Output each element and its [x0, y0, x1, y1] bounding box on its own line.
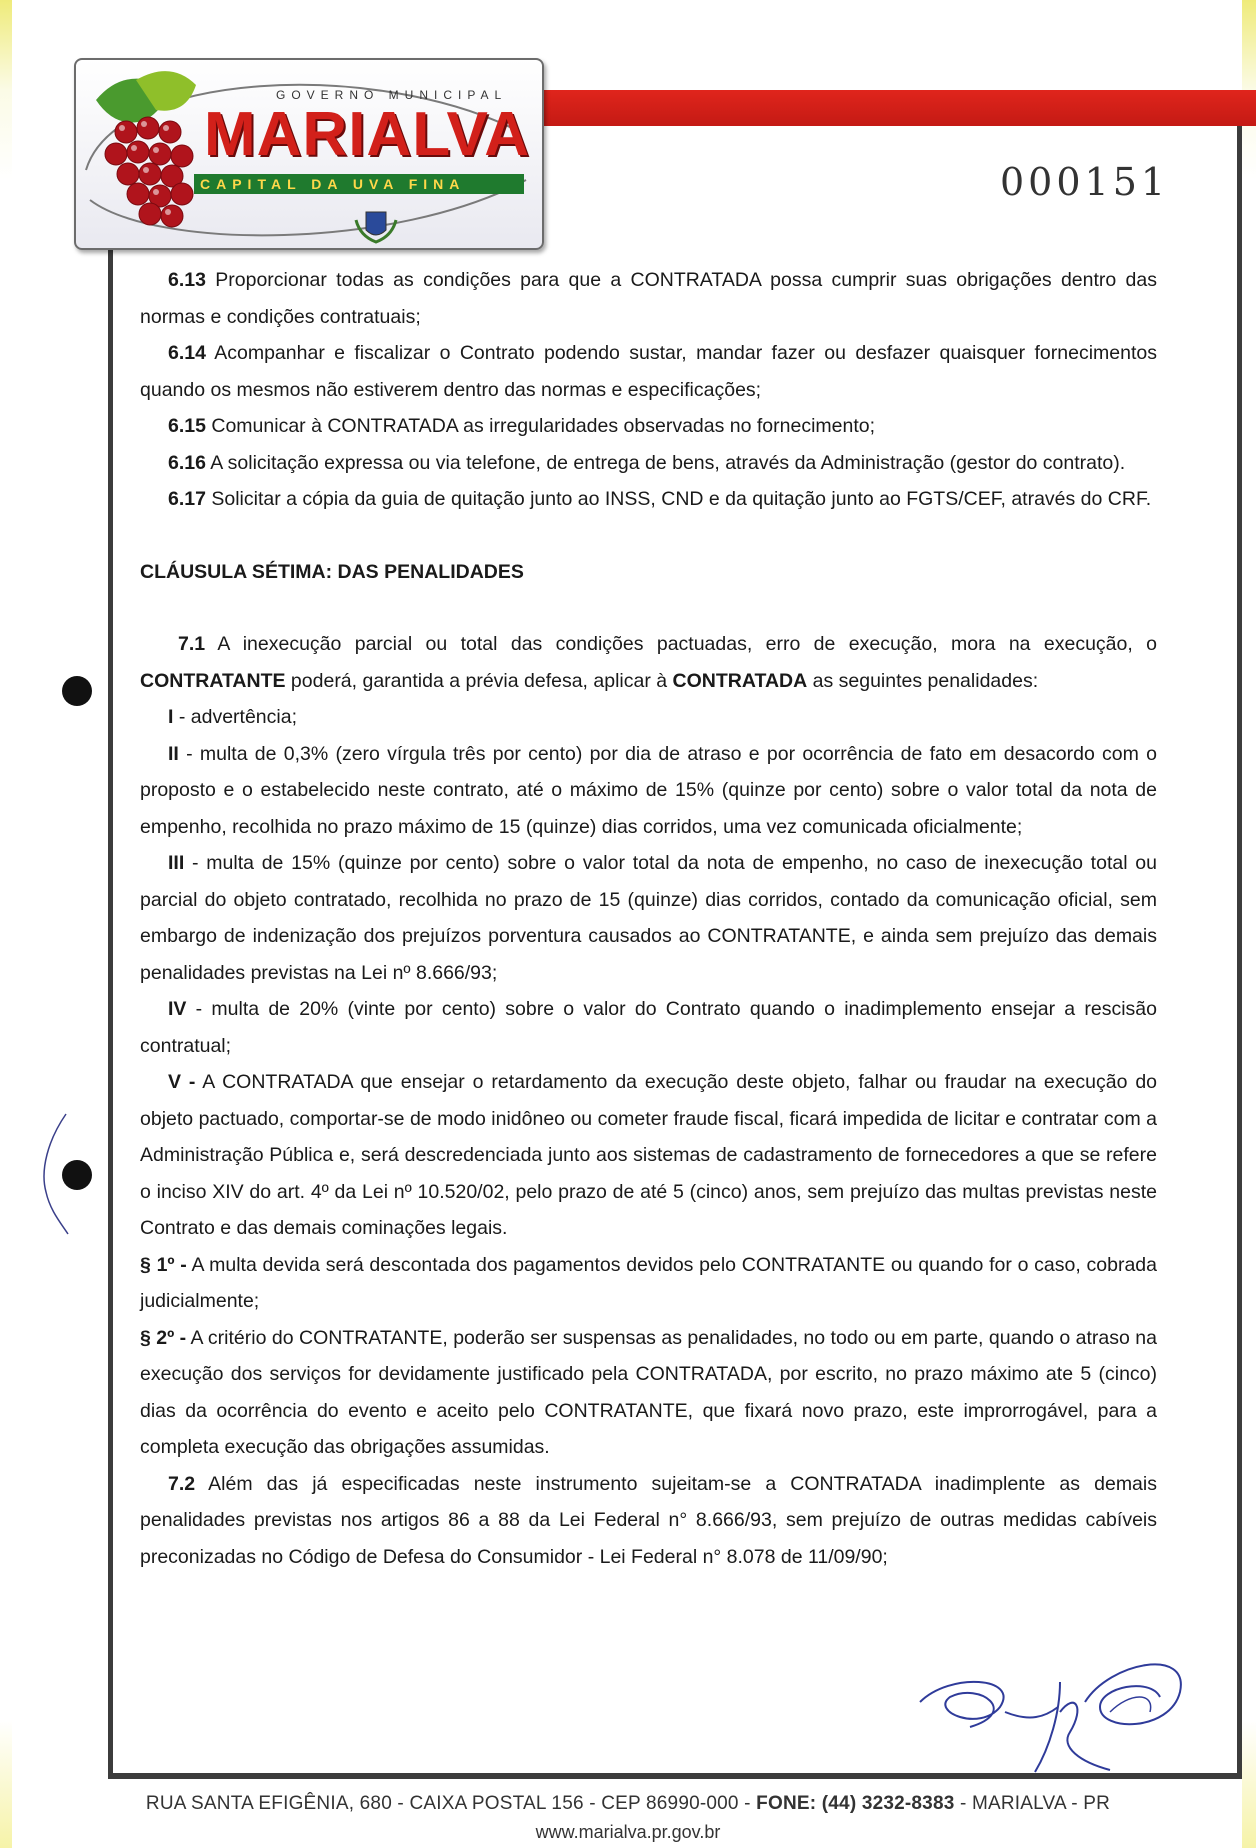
logo-city-name: MARIALVA — [204, 100, 530, 169]
penalty-item: V - A CONTRATADA que ensejar o retardamento da execução deste objeto, falhar ou fraudar na execução do objeto pactuado, comportar-se de modo inidôneo ou cometer fraude fiscal, ficará impedida de licitar e contratar com a Administração Pública e, será descredenciada junto aos sistemas de cadastramento de fornecedores a que se refere o inciso XIV do art. 4º da Lei nº 10.520/02, pelo prazo de até 5 (cinco) anos, sem prejuízo das multas previstas neste Contrato e das demais cominações legais. — [140, 1071, 1158, 1239]
penalty-item: IV - multa de 20% (vinte por cento) sobre o valor do Contrato quando o inadimplemento ensejar a rescisão contratual; — [140, 998, 1157, 1057]
item-6-15: 6.15 Comunicar à CONTRATADA as irregularidades observadas no fornecimento; — [168, 415, 876, 437]
clause-heading: CLÁUSULA SÉTIMA: DAS PENALIDADES — [140, 560, 524, 583]
punch-hole-top — [62, 676, 92, 706]
item-6-13: 6.13 Proporcionar todas as condições para que a CONTRATADA possa cumprir suas obrigações dentro das normas e condições contratuais; — [140, 269, 1157, 328]
penalty-item: I - advertência; — [168, 706, 297, 728]
frame-left-border — [108, 230, 113, 1778]
footer-address-line: RUA SANTA EFIGÊNIA, 680 - CAIXA POSTAL 156 - CEP 86990-000 - FONE: (44) 3232-8383 - MARIALVA - PR — [145, 1793, 1111, 1814]
paragraph-2: § 2º - A critério do CONTRATANTE, poderão ser suspensas as penalidades, no todo ou em parte, quando o atraso na execução dos serviços for devidamente justificado pela CONTRATADA, por escrito, no prazo máximo ate 5 (cinco) dias da ocorrência do evento e aceito pelo CONTRATANTE, que fixará novo prazo, este improrrogável, para a completa execução das obrigações assumidas. — [140, 1326, 1157, 1458]
frame-right-border — [1237, 126, 1242, 1778]
signature-mark — [910, 1652, 1200, 1782]
item-6-16: 6.16 A solicitação expressa ou via telefone, de entrega de bens, através da Administração (gestor do contrato). — [168, 451, 1126, 474]
document-page-number: 000151 — [1000, 160, 1170, 204]
penalty-item: III - multa de 15% (quinze por cento) sobre o valor total da nota de empenho, no caso de inexecução total ou parcial do objeto contratado, recolhida no prazo de 15 (quinze) dias corridos, contado da comunicação oficial, sem embargo de indenização dos prejuízos porventura causados ao CONTRATANTE, e ainda sem prejuízo das demais penalidades previstas na Lei nº 8.666/93; — [140, 852, 1157, 984]
item-7-2: 7.2 Além das já especificadas neste instrumento sujeitam-se a CONTRATADA inadimplente as demais penalidades previstas nos artigos 86 a 88 da Lei Federal n° 8.666/93, sem prejuízo de outras medidas cabíveis preconizadas no Código de Defesa do Consumidor - Lei Federal n° 8.078 de 11/09/90; — [140, 1472, 1157, 1568]
item-6-17: 6.17 Solicitar a cópia da guia de quitação junto ao INSS, CND e da quitação junto ao FGTS/CEF, através do CRF. — [168, 488, 1152, 510]
footer-website-link[interactable]: www.marialva.pr.gov.br — [535, 1822, 721, 1842]
footer — [0, 1790, 1256, 1846]
contract-body — [140, 262, 1157, 1575]
penalty-item: II - multa de 0,3% (zero vírgula três por cento) por dia de atraso e por ocorrência de fato em desacordo com o proposto e o estabelecido neste contrato, até o máximo de 15% (quinze por cento) sobre o valor total da nota de empenho, recolhida no prazo máximo de 15 (quinze) dias corridos, uma vez comunicada oficialmente; — [140, 742, 1157, 838]
item-6-14: 6.14 Acompanhar e fiscalizar o Contrato podendo sustar, mandar fazer ou desfazer quaisquer fornecimentos quando os mesmos não estiverem dentro das normas e especificações; — [140, 342, 1157, 401]
item-7-1: 7.1 A inexecução parcial ou total das condições pactuadas, erro de execução, mora na execução, o CONTRATANTE poderá, garantida a prévia defesa, aplicar à CONTRATADA as seguintes penalidades: — [140, 633, 1157, 692]
logo-tagline: CAPITAL DA UVA FINA — [200, 176, 466, 192]
paragraph-1: § 1º - A multa devida será descontada dos pagamentos devidos pelo CONTRATANTE ou quando for o caso, cobrada judicialmente; — [140, 1253, 1157, 1312]
pen-mark-curve — [38, 1110, 78, 1240]
header-red-band — [440, 90, 1256, 126]
marialva-logo — [74, 58, 544, 250]
logo-org-line: GOVERNO MUNICIPAL — [276, 88, 508, 102]
